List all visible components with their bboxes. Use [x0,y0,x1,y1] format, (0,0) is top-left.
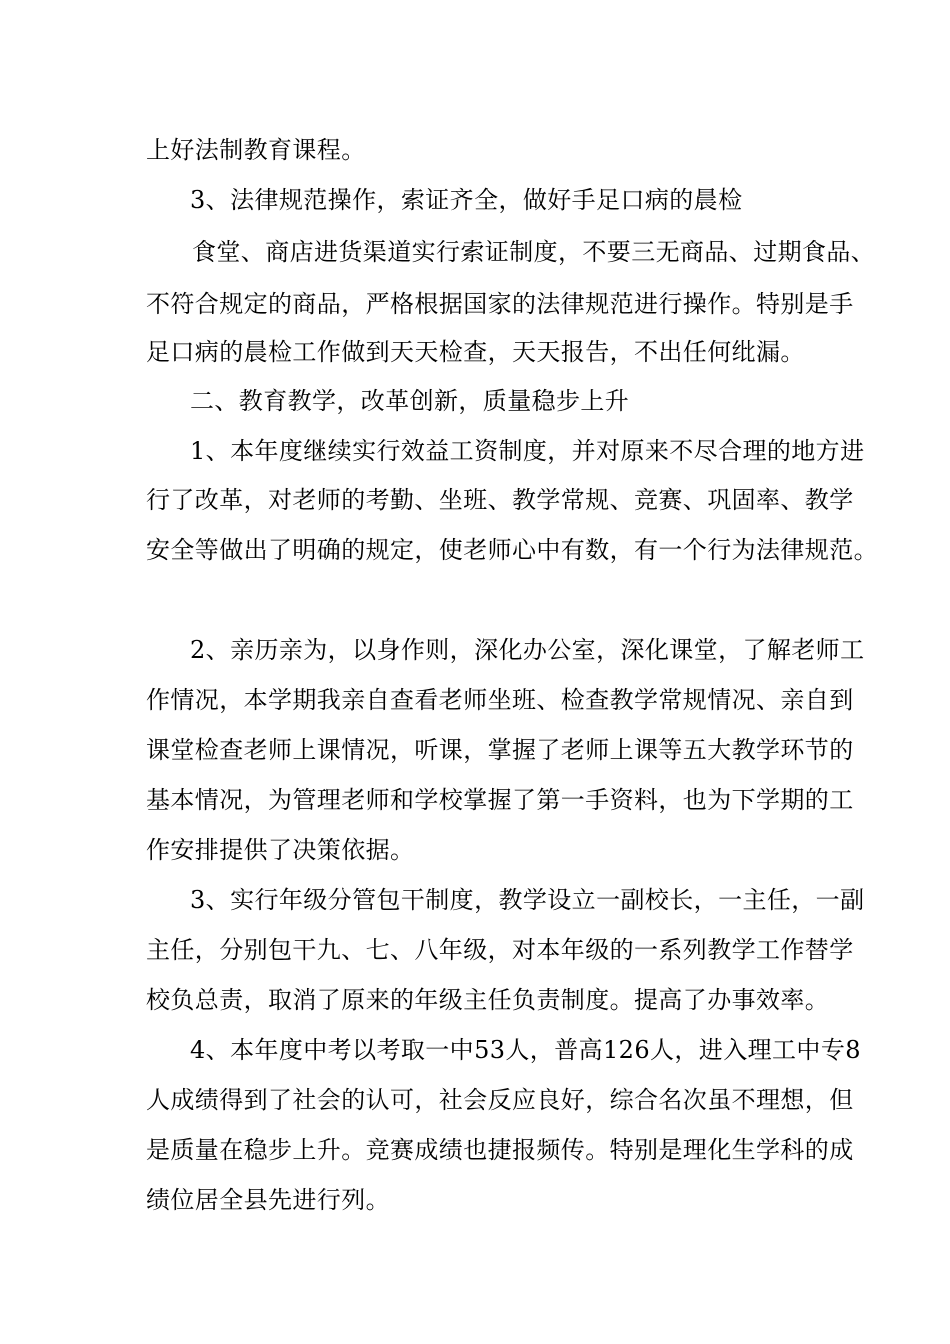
paragraph-line: 基本情况，为管理老师和学校掌握了第一手资料，也为下学期的工 [146,786,854,814]
section-heading: 二、教育教学，改革创新，质量稳步上升 [190,387,630,415]
paragraph-line: 主任，分别包干九、七、八年级，对本年级的一系列教学工作替学 [146,936,854,964]
section-heading: 3、法律规范操作，索证齐全，做好手足口病的晨检 [190,186,743,214]
paragraph-line: 不符合规定的商品，严格根据国家的法律规范进行操作。特别是手 [146,290,854,318]
paragraph-line: 上好法制教育课程。 [146,136,366,164]
paragraph-line: 足口病的晨检工作做到天天检查，天天报告，不出任何纰漏。 [146,338,805,366]
paragraph-line: 4、本年度中考以考取一中53人，普高126人，进入理工中专8 [190,1036,861,1064]
paragraph-line: 课堂检查老师上课情况，听课，掌握了老师上课等五大教学环节的 [146,736,854,764]
paragraph-line: 安全等做出了明确的规定，使老师心中有数，有一个行为法律规范。 [146,536,878,564]
paragraph-line: 行了改革，对老师的考勤、坐班、教学常规、竞赛、巩固率、教学 [146,486,854,514]
paragraph-line: 2、亲历亲为，以身作则，深化办公室，深化课堂，了解老师工 [190,636,865,664]
paragraph-line: 3、实行年级分管包干制度，教学设立一副校长，一主任，一副 [190,886,865,914]
paragraph-line: 作安排提供了决策依据。 [146,836,415,864]
paragraph-line: 是质量在稳步上升。竞赛成绩也捷报频传。特别是理化生学科的成 [146,1136,854,1164]
paragraph-line: 绩位居全县先进行列。 [146,1186,390,1214]
paragraph-line: 食堂、商店进货渠道实行索证制度，不要三无商品、过期食品、 [192,238,876,266]
paragraph-line: 人成绩得到了社会的认可，社会反应良好，综合名次虽不理想，但 [146,1086,854,1114]
paragraph-line: 校负总责，取消了原来的年级主任负责制度。提高了办事效率。 [146,986,830,1014]
paragraph-line: 1、本年度继续实行效益工资制度，并对原来不尽合理的地方进 [190,437,865,465]
paragraph-line: 作情况，本学期我亲自查看老师坐班、检查教学常规情况、亲自到 [146,686,854,714]
